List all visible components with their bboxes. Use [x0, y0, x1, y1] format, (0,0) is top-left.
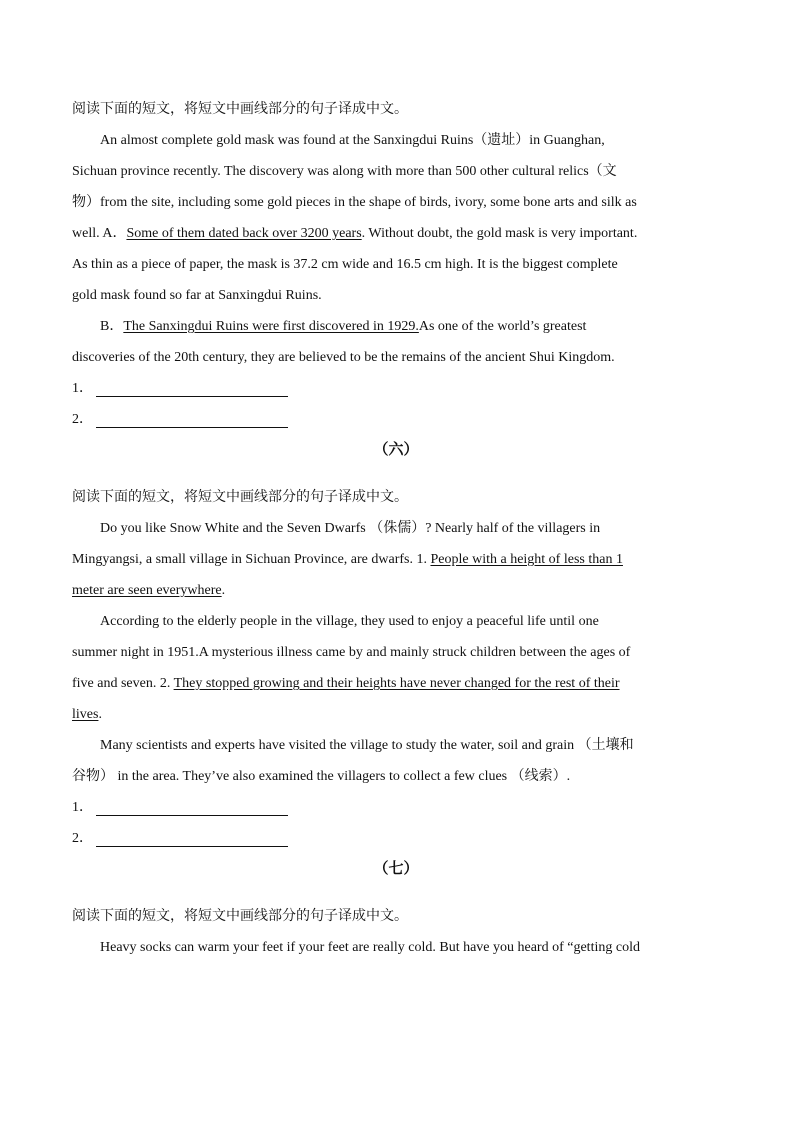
paragraph-line: summer night in 1951.A mysterious illness came by and mainly struck children between the ages of — [72, 645, 631, 660]
underlined-sentence-b: The Sanxingdui Ruins were first discovered in 1929. — [123, 319, 419, 334]
paragraph-line: Heavy socks can warm your feet if your feet are really cold. But have you heard of “getting cold — [100, 940, 640, 955]
paragraph-line — [72, 699, 720, 730]
section-heading: （七） — [373, 861, 419, 877]
instruction: 阅读下面的短文，将短文中画线部分的句子译成中文。 — [72, 102, 408, 117]
answer-number: 2． — [72, 412, 93, 427]
paragraph-line: Do you like Snow White and the Seven Dwarfs （侏儒）? Nearly half of the villagers in — [100, 521, 601, 536]
answer-number: 2． — [72, 831, 93, 846]
answer-blank[interactable] — [96, 799, 288, 816]
paragraph-line: According to the elderly people in the village, they used to enjoy a peaceful life until one — [100, 614, 599, 629]
section-heading: （六） — [373, 442, 419, 458]
underlined-sentence-a: Some of them dated back over 3200 years — [126, 226, 362, 241]
text-segment: five and seven. 2. — [72, 676, 174, 691]
paragraph-line — [72, 668, 720, 699]
underlined-sentence-1: People with a height of less than 1 — [430, 552, 623, 567]
paragraph-line: As thin as a piece of paper, the mask is 37.2 cm wide and 16.5 cm high. It is the biggest complete — [72, 257, 618, 272]
paragraph-line — [72, 218, 720, 249]
answer-number: 1． — [72, 800, 93, 815]
paragraph-line: Sichuan province recently. The discovery was along with more than 500 other cultural relics（文 — [72, 164, 617, 179]
answer-line — [72, 373, 720, 404]
answer-blank[interactable] — [96, 380, 288, 397]
text-segment: Mingyangsi, a small village in Sichuan Province, are dwarfs. 1. — [72, 552, 431, 567]
text-segment: . — [221, 583, 226, 598]
answer-line — [72, 792, 720, 823]
paragraph-line: gold mask found so far at Sanxingdui Ruins. — [72, 288, 322, 303]
answer-blank[interactable] — [96, 411, 288, 428]
instruction: 阅读下面的短文，将短文中画线部分的句子译成中文。 — [72, 909, 408, 924]
answer-line — [72, 404, 720, 435]
answer-line — [72, 823, 720, 854]
document-page — [72, 94, 720, 963]
paragraph-line — [72, 575, 720, 606]
text-segment: . Without doubt, the gold mask is very important. — [361, 226, 638, 241]
text-segment: B． — [100, 319, 124, 334]
text-segment: As one of the world’s greatest — [418, 319, 587, 334]
paragraph-line: discoveries of the 20th century, they are believed to be the remains of the ancient Shui Kingdom. — [72, 350, 615, 365]
paragraph-line: 物）from the site, including some gold pieces in the shape of birds, ivory, some bone arts and silk as — [72, 195, 637, 210]
paragraph-line: 谷物） in the area. They’ve also examined the villagers to collect a few clues （线索）. — [72, 769, 571, 784]
text-segment: well. A． — [72, 226, 127, 241]
underlined-sentence-1-cont: meter are seen everywhere — [72, 583, 222, 598]
underlined-sentence-2: They stopped growing and their heights have never changed for the rest of their — [173, 676, 620, 691]
answer-number: 1． — [72, 381, 93, 396]
instruction: 阅读下面的短文，将短文中画线部分的句子译成中文。 — [72, 490, 408, 505]
paragraph-line — [72, 544, 720, 575]
paragraph-line: Many scientists and experts have visited the village to study the water, soil and grain （土壤和 — [100, 738, 634, 753]
paragraph-line — [72, 311, 720, 342]
text-segment: . — [98, 707, 102, 722]
paragraph-line: An almost complete gold mask was found at the Sanxingdui Ruins（遗址）in Guanghan, — [100, 133, 605, 148]
answer-blank[interactable] — [96, 830, 288, 847]
underlined-sentence-2-cont: lives — [72, 707, 99, 722]
